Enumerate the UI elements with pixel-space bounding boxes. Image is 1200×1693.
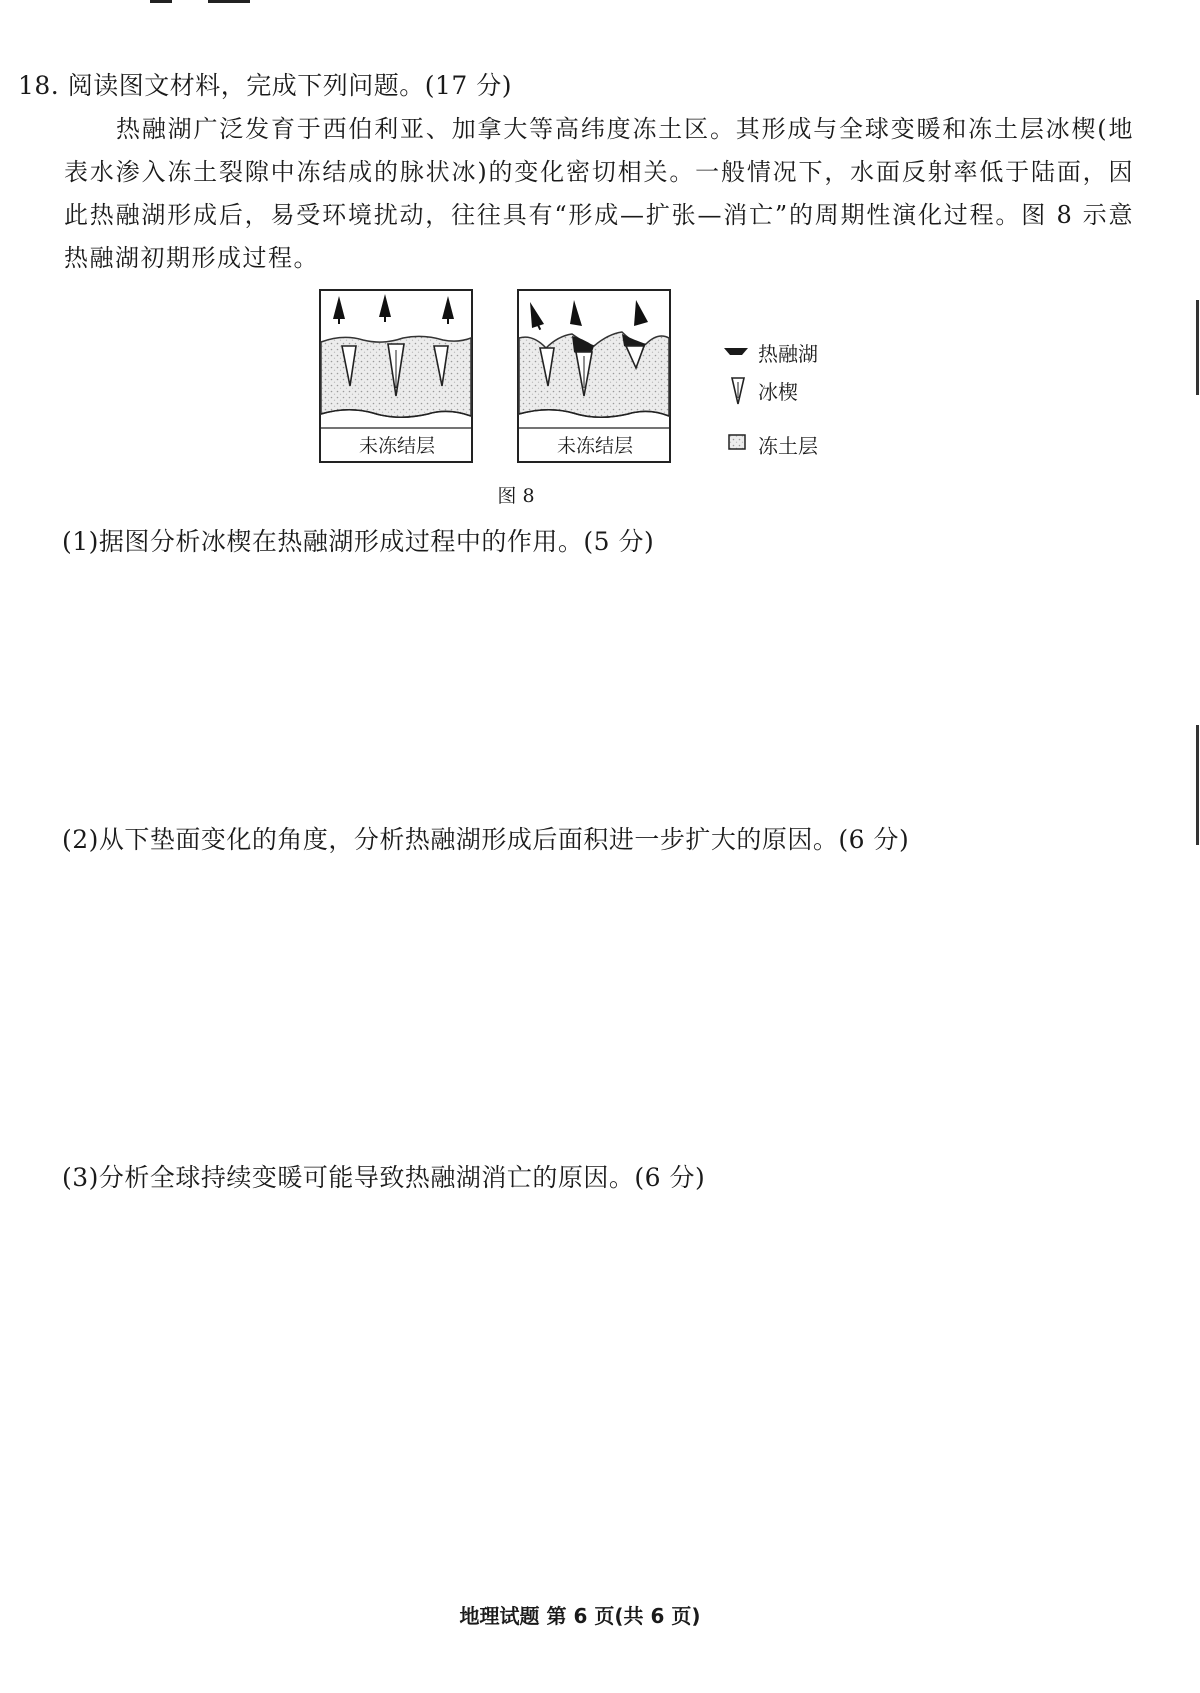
panel-right-label: 未冻结层 — [556, 435, 633, 457]
legend-ice-wedge-label: 冰楔 — [758, 380, 798, 404]
top-edge-marks — [150, 0, 290, 4]
legend-permafrost-label: 冻土层 — [758, 434, 818, 458]
right-edge-mark-2 — [1196, 725, 1199, 845]
legend-lake-label: 热融湖 — [758, 342, 818, 366]
page-footer: 地理试题 第 6 页(共 6 页) — [459, 1604, 701, 1628]
sub-question-1: (1)据图分析冰楔在热融湖形成过程中的作用。(5 分) — [62, 527, 655, 556]
panel-left-label: 未冻结层 — [358, 435, 435, 457]
question-title: 18. 阅读图文材料，完成下列问题。(17 分) — [18, 71, 512, 100]
sub-question-2: (2)从下垫面变化的角度，分析热融湖形成后面积进一步扩大的原因。(6 分) — [62, 825, 910, 854]
lake-legend-icon — [724, 348, 748, 355]
sub-question-3: (3)分析全球持续变暖可能导致热融湖消亡的原因。(6 分) — [62, 1163, 706, 1192]
permafrost-legend-icon — [729, 435, 745, 449]
figure-caption: 图 8 — [497, 485, 535, 507]
question-material: 热融湖广泛发育于西伯利亚、加拿大等高纬度冻土区。其形成与全球变暖和冻土层冰楔(地表水渗入冻土裂隙中冻结成的脉状冰)的变化密切相关。一般情况下，水面反射率低于陆面，因此热融湖形成后，易受环境扰动，往往具有“形成—扩张—消亡”的周期性演化过程。图 8 示意热融湖初期形成过程。 — [64, 115, 1134, 272]
right-edge-mark-1 — [1196, 300, 1199, 395]
figure-8 — [318, 288, 838, 506]
